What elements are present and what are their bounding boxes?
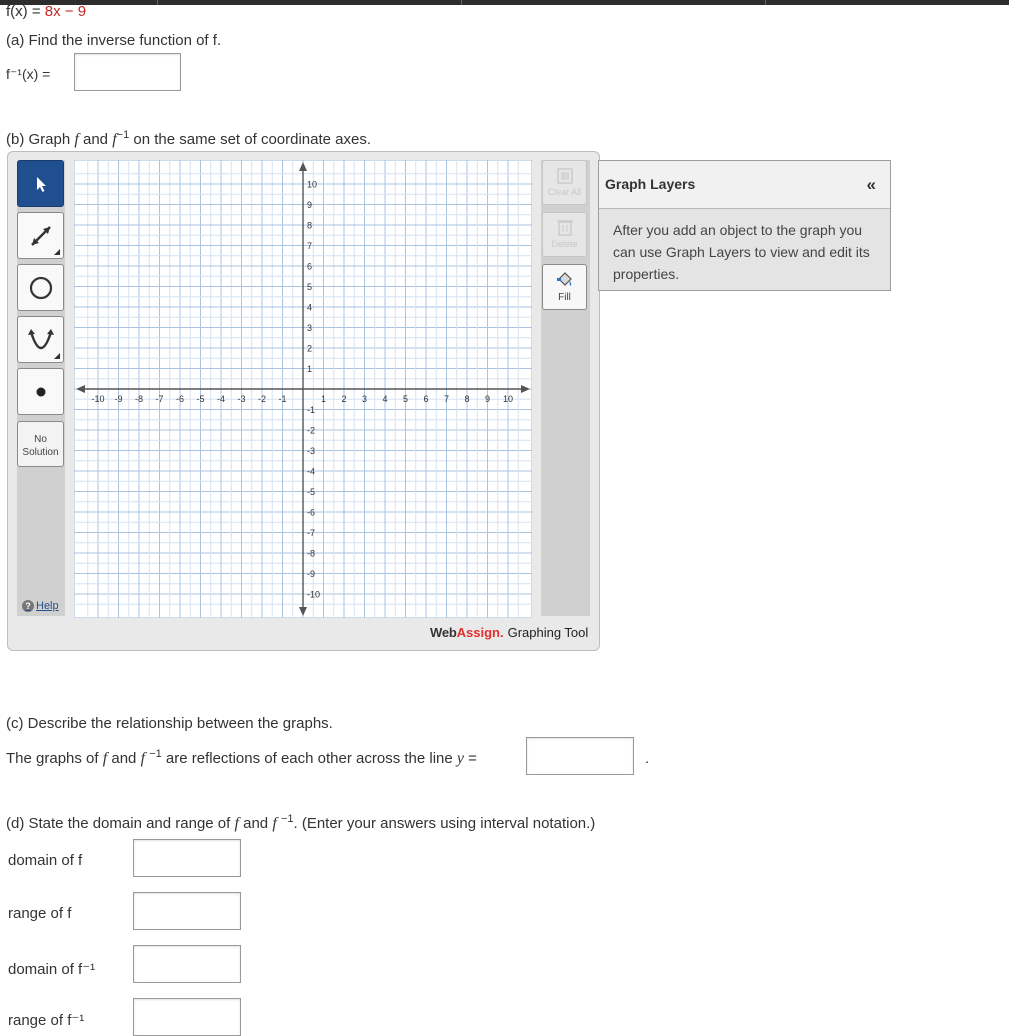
y-tick-label: 9 (307, 200, 313, 210)
help-icon: ? (22, 600, 34, 612)
x-tick-label: -8 (134, 394, 144, 404)
x-tick-label: -3 (237, 394, 246, 404)
part-c-sentence-mid: and (111, 750, 137, 767)
part-a-prompt: (a) Find the inverse function of f. (6, 32, 222, 49)
circle-icon (26, 273, 56, 303)
part-d-prompt: (d) State the domain and range of f and f $^{-1}$. (Enter your answers using interval notation.) (6, 813, 596, 832)
part-d-prompt-post: . (Enter your answers using interval notation.) (293, 815, 596, 832)
part-c-sentence-post: are reflections of each other across the line (165, 750, 453, 767)
fill-label: Fill (558, 292, 571, 303)
part-c-prompt: (c) Describe the relationship between the graphs. (6, 715, 333, 732)
tool-submenu-indicator (54, 353, 60, 359)
delete-button[interactable] (542, 212, 587, 257)
range-f-label: range of f (8, 905, 72, 922)
top-bar (0, 0, 1009, 5)
y-tick-label: -1 (307, 405, 316, 415)
x-tick-label: -6 (175, 394, 185, 404)
parabola-icon (25, 324, 57, 356)
domain-f-input[interactable] (133, 839, 241, 877)
part-c-sentence: The graphs of f and f $^{-1}$ are reflections of each other across the line y = (6, 748, 477, 767)
x-tick-label: -1 (278, 394, 287, 404)
y-tick-label: -2 (307, 425, 316, 436)
help-link[interactable] (22, 600, 59, 612)
fill-button[interactable] (542, 264, 587, 310)
y-tick-label: 6 (307, 261, 313, 272)
x-tick-label: 4 (382, 394, 388, 404)
y-tick-label: 8 (307, 220, 313, 231)
brand-suffix: Graphing Tool (507, 625, 589, 640)
collapse-icon[interactable]: « (866, 175, 876, 194)
y-tick-label: -8 (307, 548, 316, 559)
no-solution-line2: Solution (22, 447, 59, 458)
point-icon (34, 385, 48, 399)
brand-web: Web (430, 625, 457, 640)
y-tick-label: 4 (307, 302, 313, 313)
y-tick-label: 1 (307, 364, 313, 374)
graph-layers-message: After you add an object to the graph you can use Graph Layers to view and edit its properties. (613, 222, 870, 282)
brand-assign: Assign. (456, 625, 504, 640)
y-tick-label: 5 (307, 282, 313, 292)
y-tick-label: -4 (307, 466, 316, 477)
coordinate-grid[interactable] (74, 160, 532, 618)
no-solution-line1: No (34, 434, 47, 445)
domain-finv-input[interactable] (133, 945, 241, 983)
x-tick-label: -4 (216, 394, 226, 404)
x-tick-label: -7 (155, 394, 164, 404)
x-tick-label: 3 (361, 394, 368, 404)
graph-layers-header (599, 161, 890, 209)
y-tick-label: -5 (307, 487, 316, 497)
part-d-prompt-mid: and (243, 815, 269, 832)
x-tick-label: 1 (320, 394, 327, 404)
part-c-sentence-pre: The graphs of (6, 750, 99, 767)
x-tick-label: 10 (502, 394, 514, 404)
x-tick-label: -2 (257, 394, 267, 404)
webassign-brand (430, 625, 588, 640)
clear-all-button[interactable] (542, 160, 587, 205)
x-tick-label: 2 (341, 394, 347, 404)
function-definition (6, 3, 86, 20)
line-tool-button[interactable] (17, 212, 64, 259)
y-tick-label: -7 (307, 528, 316, 538)
part-b-prompt-mid: and (83, 131, 109, 148)
part-b-prompt-pre: (b) Graph (6, 131, 71, 148)
parabola-tool-button[interactable] (17, 316, 64, 363)
part-d-prompt-pre: (d) State the domain and range of (6, 815, 231, 832)
domain-finv-label: domain of f⁻¹ (8, 961, 96, 978)
part-b-prompt-post: on the same set of coordinate axes. (133, 131, 372, 148)
help-label: Help (36, 600, 59, 612)
part-c-period: . (645, 750, 650, 767)
trash-icon (556, 217, 574, 237)
x-tick-label: -10 (91, 394, 105, 404)
function-rhs: 8x − 9 (44, 3, 87, 20)
arrow-pointer-icon (31, 174, 51, 194)
inverse-answer-label: f⁻¹(x) = (6, 66, 51, 82)
graph-layers-title: Graph Layers (605, 176, 696, 192)
function-lhs: f(x) = (6, 3, 45, 20)
x-tick-label: -9 (114, 394, 123, 404)
y-tick-label: -10 (307, 589, 321, 600)
paint-bucket-icon (555, 271, 575, 289)
delete-label: Delete (551, 239, 578, 249)
range-finv-input[interactable] (133, 998, 241, 1036)
y-tick-label: -9 (307, 569, 316, 579)
y-tick-label: 3 (307, 323, 313, 333)
point-tool-button[interactable] (17, 368, 64, 415)
domain-f-label: domain of f (8, 852, 83, 869)
clear-all-label: Clear All (547, 187, 582, 197)
reflection-line-input[interactable] (526, 737, 634, 775)
clear-all-icon (556, 167, 574, 185)
y-tick-label: 2 (307, 343, 313, 354)
y-tick-label: -3 (307, 446, 316, 456)
pointer-tool-button[interactable] (17, 160, 64, 207)
x-tick-label: 8 (464, 394, 470, 404)
tool-submenu-indicator (54, 249, 60, 255)
range-finv-label: range of f⁻¹ (8, 1012, 85, 1029)
inverse-function-input[interactable] (74, 53, 181, 91)
graph-layers-panel (598, 160, 891, 291)
x-tick-label: 6 (423, 394, 429, 404)
x-tick-label: 5 (402, 394, 409, 404)
y-tick-label: -6 (307, 507, 316, 518)
x-tick-label: 7 (443, 394, 450, 404)
y-tick-label: 10 (307, 179, 318, 190)
part-b-prompt: (b) Graph f and $f^{-1}$ on the same set of coordinate axes. (6, 129, 372, 148)
circle-tool-button[interactable] (17, 264, 64, 311)
x-tick-label: -5 (196, 394, 205, 404)
x-tick-label: 9 (484, 394, 491, 404)
y-tick-label: 7 (307, 241, 313, 251)
range-f-input[interactable] (133, 892, 241, 930)
line-segment-icon (26, 221, 56, 251)
no-solution-button[interactable] (17, 421, 64, 467)
